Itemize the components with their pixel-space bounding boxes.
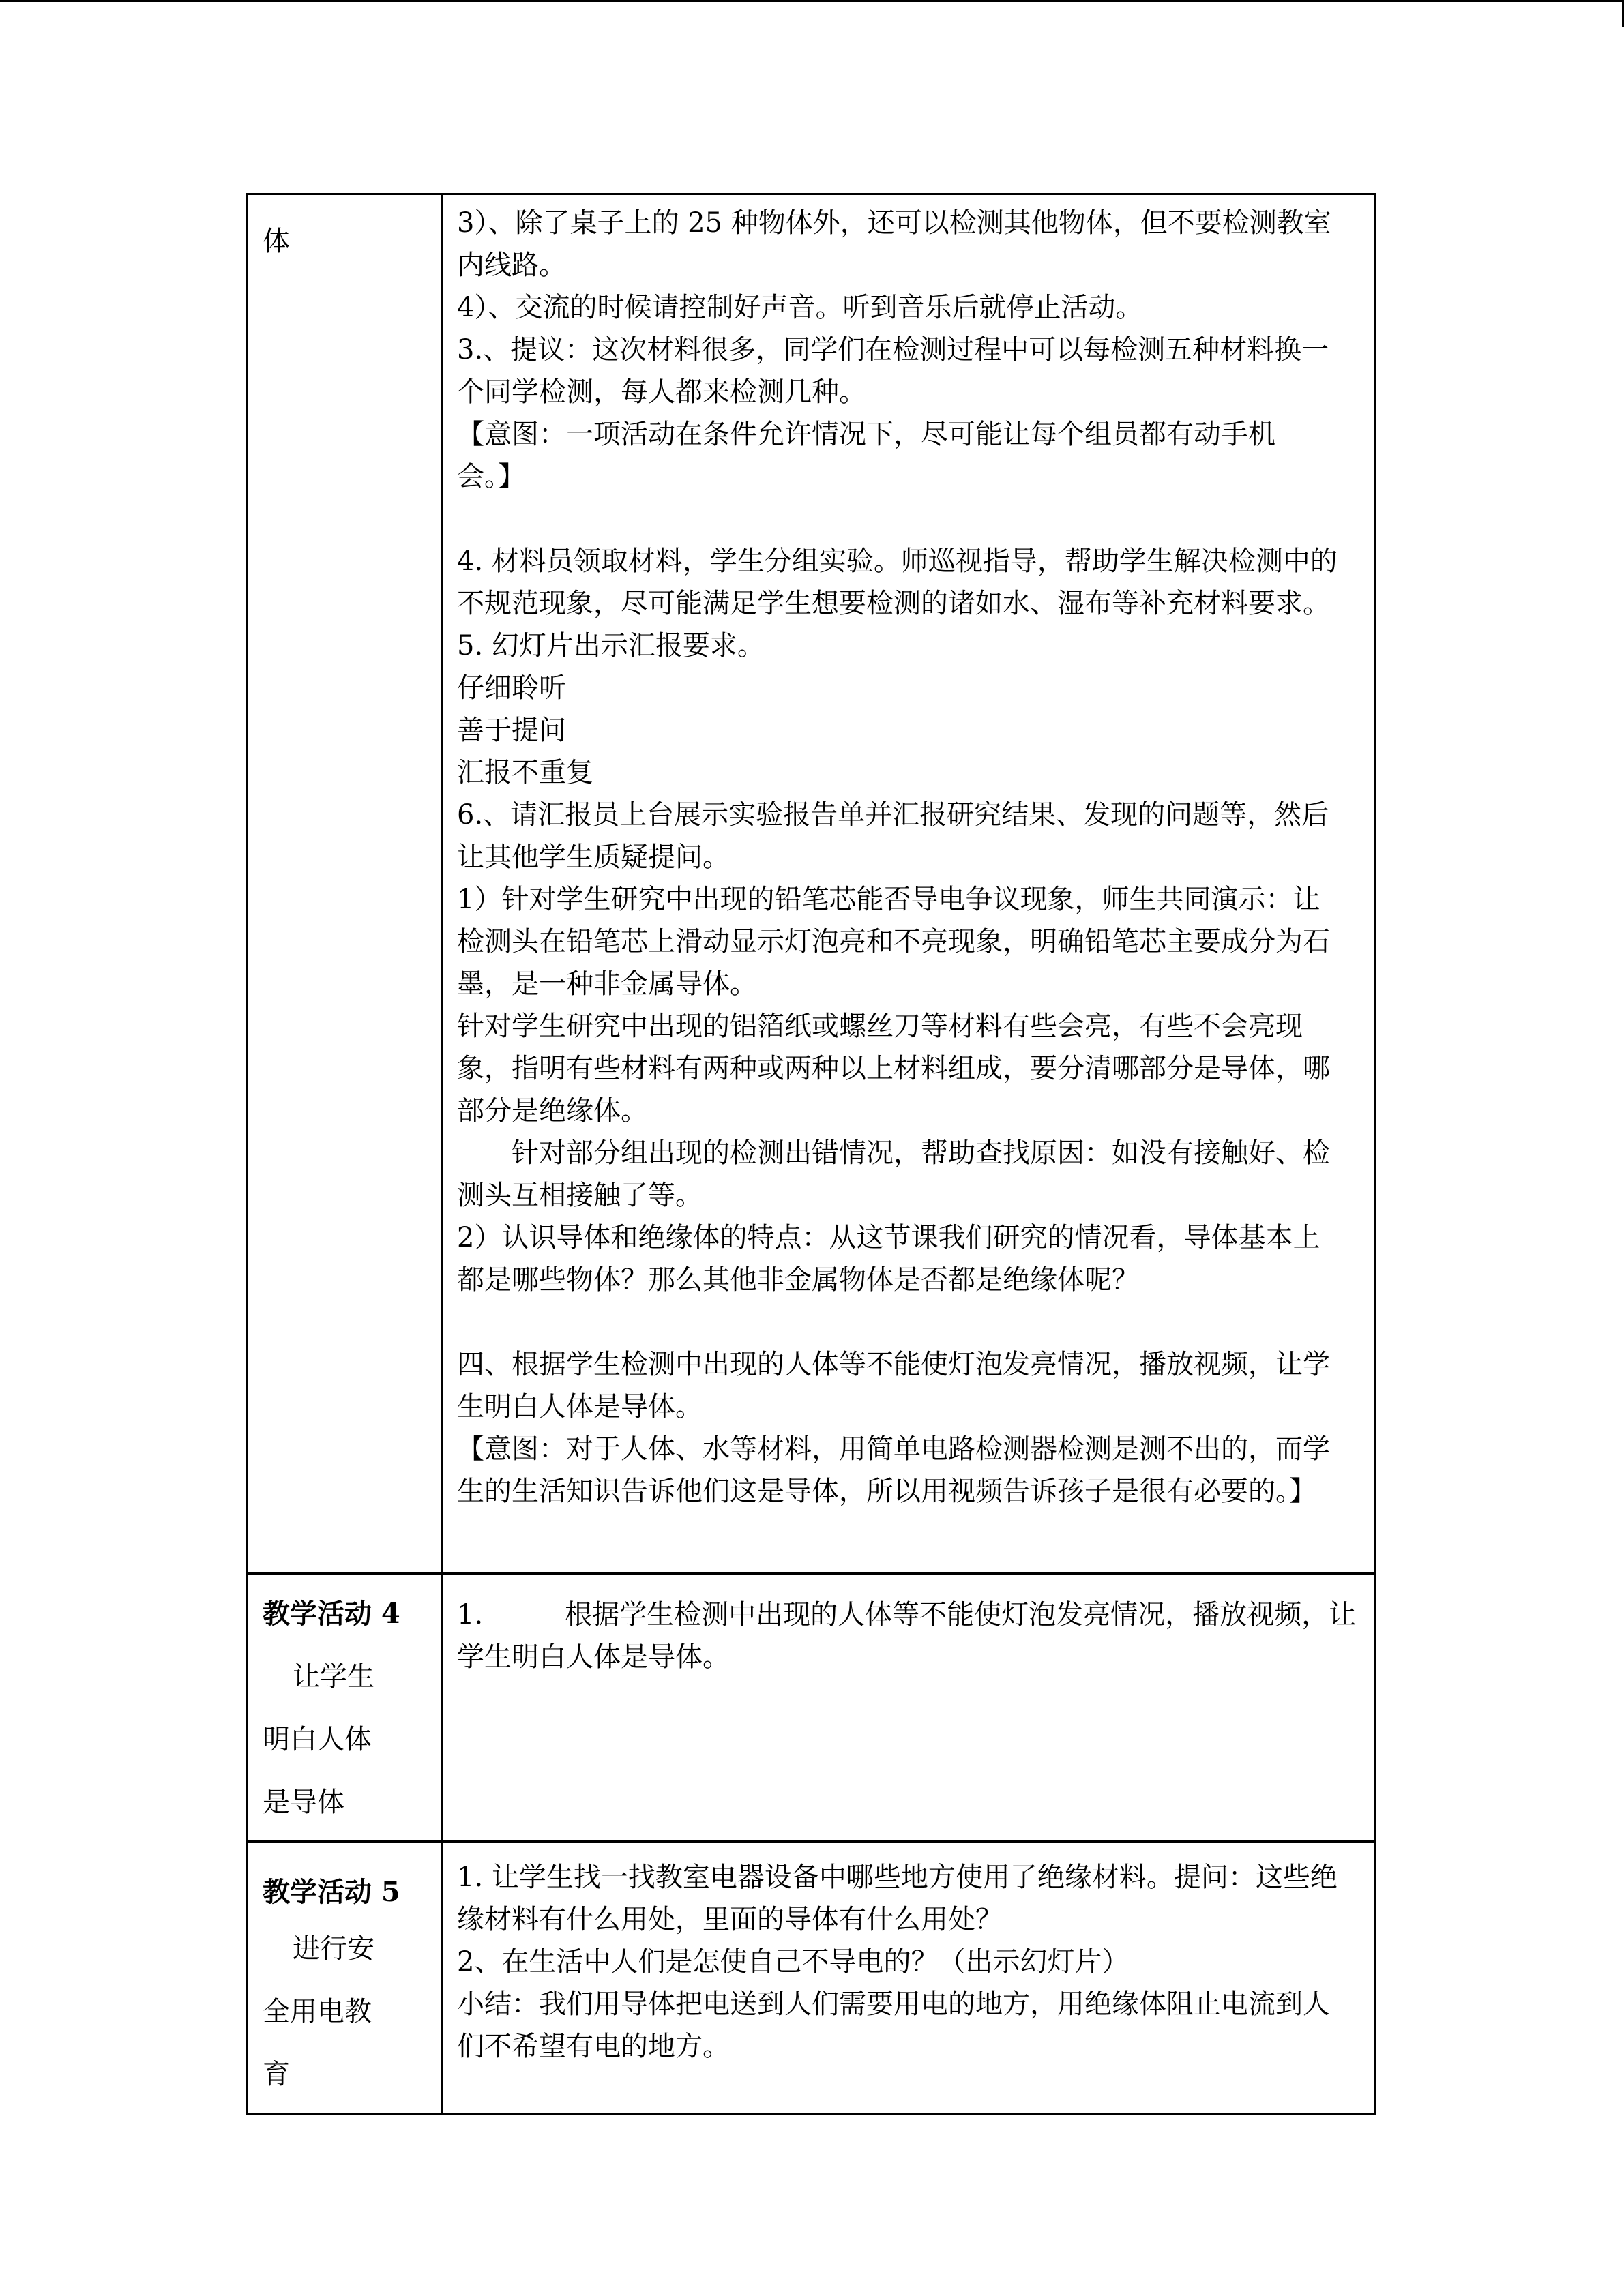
content-line: 针对学生研究中出现的铝箔纸或螺丝刀等材料有些会亮，有些不会亮现 <box>457 1011 1303 1042</box>
row-label-text: 进行安 <box>293 1933 374 1965</box>
row-label-text: 全用电教 <box>263 1996 372 2027</box>
content-line: 1）针对学生研究中出现的铅笔芯能否导电争议现象，师生共同演示：让 <box>457 884 1320 915</box>
content-line: 让其他学生质疑提问。 <box>457 841 730 873</box>
content-line: 2）认识导体和绝缘体的特点：从这节课我们研究的情况看，导体基本上 <box>457 1222 1320 1253</box>
content-line: 6.、请汇报员上台展示实验报告单并汇报研究结果、发现的问题等，然后 <box>457 799 1329 831</box>
row-label-text: 让学生 <box>293 1661 374 1693</box>
content-line: 生明白人体是导体。 <box>457 1391 703 1422</box>
content-line: 不规范现象，尽可能满足学生想要检测的诸如水、湿布等补充材料要求。 <box>457 588 1330 619</box>
content-line: 生的生活知识告诉他们这是导体，所以用视频告诉孩子是很有必要的。】 <box>457 1476 1316 1507</box>
table-row <box>247 194 1375 1574</box>
content-line: 缘材料有什么用处，里面的导体有什么用处？ <box>457 1904 1003 1935</box>
blank-line <box>457 1301 1360 1343</box>
content-line: 4. 材料员领取材料，学生分组实验。师巡视指导，帮助学生解决检测中的 <box>457 546 1338 577</box>
content-line: 小结：我们用导体把电送到人们需要用电的地方，用绝缘体阻止电流到人 <box>457 1988 1330 2020</box>
content-line: 墨，是一种非金属导体。 <box>457 968 757 1000</box>
content-line: 都是哪些物体？那么其他非金属物体是否都是绝缘体呢？ <box>457 1264 1139 1296</box>
row-content <box>443 194 1375 1574</box>
row-label <box>247 194 443 1574</box>
table-row <box>247 1842 1375 2114</box>
row-label-text: 明白人体 <box>263 1724 372 1755</box>
row-label <box>247 1574 443 1842</box>
content-line: 善于提问 <box>457 715 566 746</box>
content-line: 会。】 <box>457 461 525 492</box>
content-line: 5. 幻灯片出示汇报要求。 <box>457 630 765 661</box>
content-line: 【意图：对于人体、水等材料，用简单电路检测器检测是测不出的，而学 <box>457 1433 1330 1465</box>
content-line: 检测头在铅笔芯上滑动显示灯泡亮和不亮现象，明确铅笔芯主要成分为石 <box>457 926 1330 957</box>
content-line: 内线路。 <box>457 250 566 281</box>
content-line: 个同学检测，每人都来检测几种。 <box>457 376 866 408</box>
content-text: 根据学生检测中出现的人体等不能使灯泡发亮情况，播放视频，让 <box>565 1599 1357 1630</box>
content-line: 1. 让学生找一找教室电器设备中哪些地方使用了绝缘材料。提问：这些绝 <box>457 1862 1338 1893</box>
content-line: 仔细聆听 <box>457 672 566 704</box>
content-line: 3.、提议：这次材料很多，同学们在检测过程中可以每检测五种材料换一 <box>457 334 1329 366</box>
table-row <box>247 1574 1375 1842</box>
blank-line <box>457 498 1360 540</box>
content-line: 部分是绝缘体。 <box>457 1095 648 1127</box>
page-top-border <box>0 0 1624 2</box>
content-line: 2、在生活中人们是怎使自己不导电的？（出示幻灯片） <box>457 1946 1130 1978</box>
content-line: 四、根据学生检测中出现的人体等不能使灯泡发亮情况，播放视频，让学 <box>457 1349 1330 1380</box>
row-label-text: 体 <box>263 226 290 257</box>
activity-title: 教学活动 4 <box>263 1598 400 1630</box>
row-content <box>443 1842 1375 2114</box>
content-line: 汇报不重复 <box>457 757 593 788</box>
content-line: 测头互相接触了等。 <box>457 1180 703 1211</box>
row-label <box>247 1842 443 2114</box>
content-line: 学生明白人体是导体。 <box>457 1641 730 1673</box>
content-line <box>457 1594 1360 1636</box>
content-line: 【意图：一项活动在条件允许情况下，尽可能让每个组员都有动手机 <box>457 419 1275 450</box>
lesson-plan-table <box>246 193 1376 2115</box>
content-line: 4）、交流的时候请控制好声音。听到音乐后就停止活动。 <box>457 292 1143 323</box>
row-label-text: 是导体 <box>263 1787 344 1818</box>
item-number: 1. <box>457 1599 484 1630</box>
content-line: 们不希望有电的地方。 <box>457 2031 730 2062</box>
row-content <box>443 1574 1375 1842</box>
content-line: 针对部分组出现的检测出错情况，帮助查找原因：如没有接触好、检 <box>512 1137 1330 1169</box>
content-line: 象，指明有些材料有两种或两种以上材料组成，要分清哪部分是导体，哪 <box>457 1053 1330 1084</box>
content-line: 3）、除了桌子上的 25 种物体外，还可以检测其他物体，但不要检测教室 <box>457 207 1331 239</box>
row-label-text: 育 <box>263 2059 290 2090</box>
activity-title: 教学活动 5 <box>263 1876 400 1908</box>
